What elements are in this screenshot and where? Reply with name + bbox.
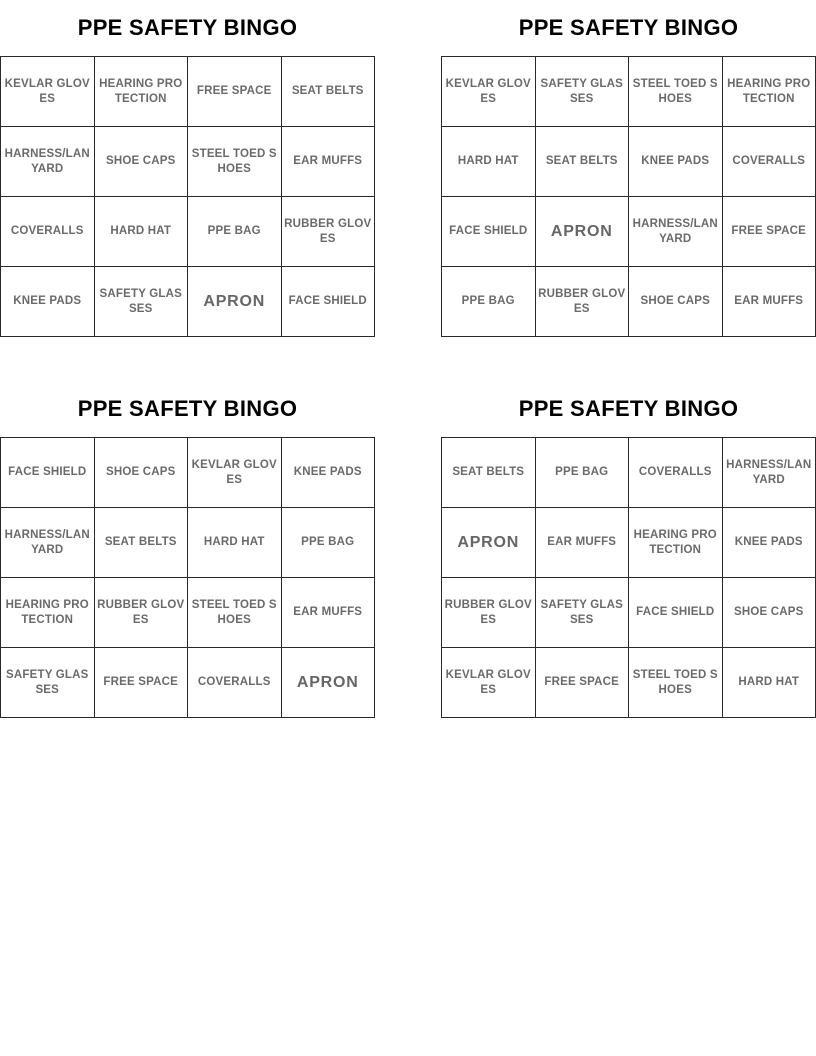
bingo-cell: EAR MUFFS [282,127,376,197]
bingo-cell: APRON [442,508,536,578]
bingo-cell: FACE SHIELD [442,197,536,267]
bingo-cell: RUBBER GLOVES [442,578,536,648]
card-title: PPE SAFETY BINGO [518,396,739,421]
bingo-cell: HARNESS/LANYARD [629,197,723,267]
bingo-card-3 [0,381,375,718]
bingo-cell: RUBBER GLOVES [95,578,189,648]
bingo-cell: SEAT BELTS [282,57,376,127]
bingo-cell: HEARING PROTECTION [1,578,95,648]
bingo-cell: FREE SPACE [723,197,816,267]
bingo-cell: FACE SHIELD [629,578,723,648]
bingo-cell: KNEE PADS [1,267,95,337]
bingo-cell: PPE BAG [282,508,376,578]
bingo-cell: PPE BAG [536,438,630,508]
card-title: PPE SAFETY BINGO [518,15,739,40]
bingo-cell: HEARING PROTECTION [95,57,189,127]
bingo-cell: KNEE PADS [282,438,376,508]
bingo-cell: HARNESS/LANYARD [723,438,816,508]
bingo-cell: HARD HAT [723,648,816,718]
bingo-cell: SAFETY GLASSES [536,57,630,127]
bingo-cell: PPE BAG [442,267,536,337]
bingo-cell: SAFETY GLASSES [1,648,95,718]
bingo-cell: SEAT BELTS [536,127,630,197]
bingo-cell: RUBBER GLOVES [282,197,376,267]
bingo-cell: COVERALLS [188,648,282,718]
bingo-cell: SHOE CAPS [95,127,189,197]
bingo-cell: PPE BAG [188,197,282,267]
bingo-cell: EAR MUFFS [723,267,816,337]
bingo-cell: FREE SPACE [536,648,630,718]
bingo-cell: HEARING PROTECTION [629,508,723,578]
bingo-cell: HEARING PROTECTION [723,57,816,127]
bingo-cell: STEEL TOED SHOES [629,57,723,127]
bingo-cell: KNEE PADS [629,127,723,197]
bingo-cell: HARNESS/LANYARD [1,508,95,578]
bingo-cell: SEAT BELTS [442,438,536,508]
bingo-cell: APRON [188,267,282,337]
bingo-cell: KEVLAR GLOVES [442,648,536,718]
bingo-cell: APRON [536,197,630,267]
bingo-cell: FACE SHIELD [1,438,95,508]
bingo-cell: STEEL TOED SHOES [188,578,282,648]
bingo-cell: COVERALLS [1,197,95,267]
bingo-cell: FREE SPACE [95,648,189,718]
bingo-cell: HARNESS/LANYARD [1,127,95,197]
bingo-cell: COVERALLS [723,127,816,197]
bingo-cell: FREE SPACE [188,57,282,127]
bingo-cell: KEVLAR GLOVES [1,57,95,127]
bingo-cell: KNEE PADS [723,508,816,578]
bingo-cell: KEVLAR GLOVES [188,438,282,508]
bingo-cell: SAFETY GLASSES [95,267,189,337]
bingo-cell: SEAT BELTS [95,508,189,578]
bingo-cell: APRON [282,648,376,718]
bingo-cell: HARD HAT [95,197,189,267]
bingo-cell: KEVLAR GLOVES [442,57,536,127]
bingo-card-4 [441,381,816,718]
bingo-cell: EAR MUFFS [282,578,376,648]
bingo-grid [441,437,816,718]
bingo-grid [441,56,816,337]
bingo-cell: SAFETY GLASSES [536,578,630,648]
bingo-cell: SHOE CAPS [95,438,189,508]
bingo-cell: STEEL TOED SHOES [188,127,282,197]
bingo-cell: SHOE CAPS [723,578,816,648]
card-title: PPE SAFETY BINGO [77,396,298,421]
bingo-card-1 [0,0,375,337]
bingo-cell: HARD HAT [188,508,282,578]
bingo-card-2 [441,0,816,337]
bingo-cell: STEEL TOED SHOES [629,648,723,718]
bingo-cell: RUBBER GLOVES [536,267,630,337]
bingo-cell: COVERALLS [629,438,723,508]
bingo-cell: FACE SHIELD [282,267,376,337]
bingo-cell: SHOE CAPS [629,267,723,337]
bingo-grid [0,437,375,718]
bingo-cell: HARD HAT [442,127,536,197]
bingo-grid [0,56,375,337]
bingo-cell: EAR MUFFS [536,508,630,578]
card-title: PPE SAFETY BINGO [77,15,298,40]
